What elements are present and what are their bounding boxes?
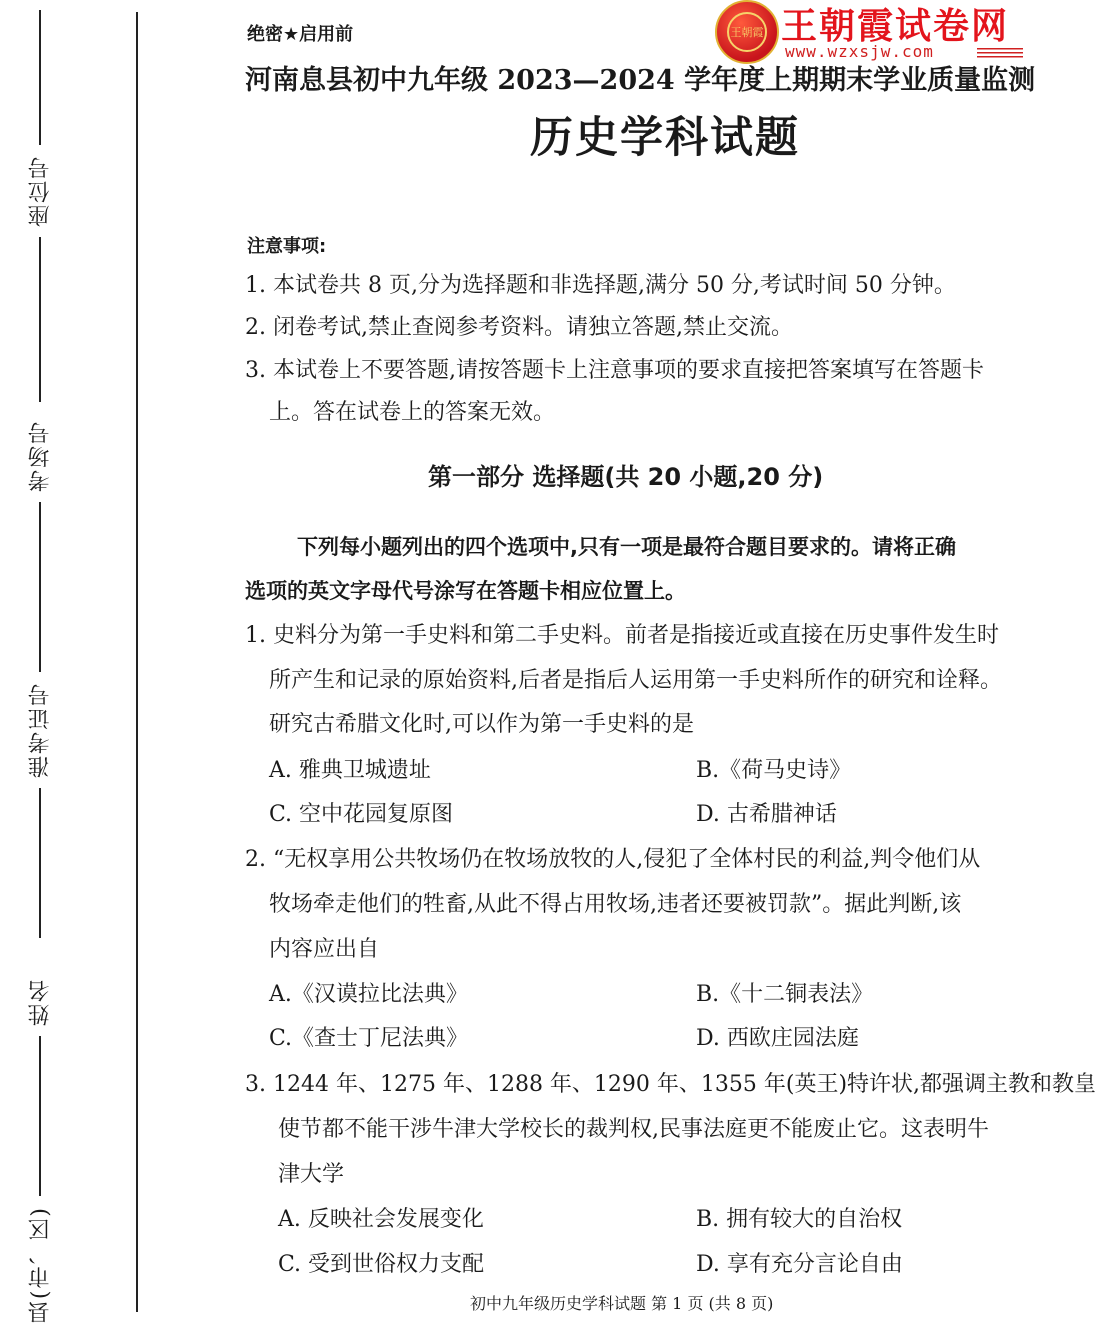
admission-number-blank[interactable]: [39, 788, 41, 938]
question-stem: 研究古希腊文化时,可以作为第一手史料的是: [269, 712, 694, 737]
option-c: C.《查士丁尼法典》: [269, 1026, 469, 1051]
name-blank[interactable]: [39, 1036, 41, 1196]
section-title: 第一部分 选择题(共 20 小题,20 分): [428, 463, 824, 491]
option-b: B.《荷马史诗》: [696, 758, 852, 783]
seat-number-label: 座位号: [27, 155, 53, 227]
seal-text: 王朝霞: [727, 12, 767, 52]
name-label: 姓名: [27, 978, 53, 1026]
option-d: D. 西欧庄园法庭: [696, 1026, 859, 1051]
binding-margin: [0, 0, 140, 1328]
option-d: D. 享有充分言论自由: [696, 1252, 903, 1277]
confidential-mark: 绝密★启用前: [247, 24, 354, 45]
admission-number-label: 准考证号: [27, 682, 53, 778]
section-instruction: 选项的英文字母代号涂写在答题卡相应位置上。: [245, 579, 686, 603]
county-field[interactable]: [22, 1196, 58, 1333]
field-separator-line: [39, 237, 41, 402]
page-footer: 初中九年级历史学科试题 第 1 页 (共 8 页): [470, 1294, 774, 1313]
question-stem: 所产生和记录的原始资料,后者是指后人运用第一手史料所作的研究和诠释。: [269, 668, 1002, 693]
question-stem: 内容应出自: [269, 937, 380, 962]
option-c: C. 空中花园复原图: [269, 802, 454, 827]
seat-number-field[interactable]: [22, 10, 58, 402]
notice-line: 1. 本试卷共 8 页,分为选择题和非选择题,满分 50 分,考试时间 50 分钟。: [245, 273, 956, 298]
notice-line: 上。答在试卷上的答案无效。: [269, 400, 556, 425]
notice-line: 2. 闭卷考试,禁止查阅参考资料。请独立答题,禁止交流。: [245, 315, 793, 340]
question-stem: 1. 史料分为第一手史料和第二手史料。前者是指接近或直接在历史事件发生时: [245, 623, 999, 648]
name-field[interactable]: [22, 968, 58, 1196]
exam-room-field[interactable]: [22, 410, 58, 672]
page-title: 历史学科试题: [530, 113, 800, 163]
logo-name: 王朝霞试卷网: [781, 6, 1010, 47]
option-b: B. 拥有较大的自治权: [696, 1207, 903, 1232]
question-stem: 2. “无权享用公共牧场仍在牧场放牧的人,侵犯了全体村民的利益,判令他们从: [245, 847, 981, 872]
question-stem: 津大学: [278, 1162, 345, 1187]
logo-decoration-lines: [977, 48, 1023, 58]
question-stem: 使节都不能干涉牛津大学校长的裁判权,民事法庭更不能废止它。这表明牛: [278, 1117, 989, 1142]
option-d: D. 古希腊神话: [696, 802, 837, 827]
exam-room-label: 考场号: [27, 420, 53, 492]
notice-title: 注意事项:: [247, 236, 327, 257]
exam-subtitle: 河南息县初中九年级 2023—2024 学年度上期期末学业质量监测: [245, 65, 1036, 96]
binding-line: [136, 12, 138, 1312]
county-label: 县(市、区): [27, 1206, 53, 1324]
option-b: B.《十二铜表法》: [696, 982, 874, 1007]
notice-line: 3. 本试卷上不要答题,请按答题卡上注意事项的要求直接把答案填写在答题卡: [245, 358, 984, 383]
seal-icon: [715, 0, 779, 64]
seat-number-blank[interactable]: [39, 10, 41, 145]
question-stem: 3. 1244 年、1275 年、1288 年、1290 年、1355 年(英王)特许状,都强调主教和教皇: [245, 1072, 1097, 1097]
option-a: A. 反映社会发展变化: [278, 1207, 484, 1232]
admission-number-field[interactable]: [22, 672, 58, 938]
option-c: C. 受到世俗权力支配: [278, 1252, 485, 1277]
option-a: A.《汉谟拉比法典》: [269, 982, 468, 1007]
publisher-logo: [715, 0, 1035, 66]
section-instruction: 下列每小题列出的四个选项中,只有一项是最符合题目要求的。请将正确: [297, 535, 956, 559]
question-stem: 牧场牵走他们的牲畜,从此不得占用牧场,违者还要被罚款”。据此判断,该: [269, 892, 962, 917]
exam-room-blank[interactable]: [39, 502, 41, 672]
logo-url: www.wzxsjw.com: [785, 42, 934, 61]
option-a: A. 雅典卫城遗址: [269, 758, 431, 783]
